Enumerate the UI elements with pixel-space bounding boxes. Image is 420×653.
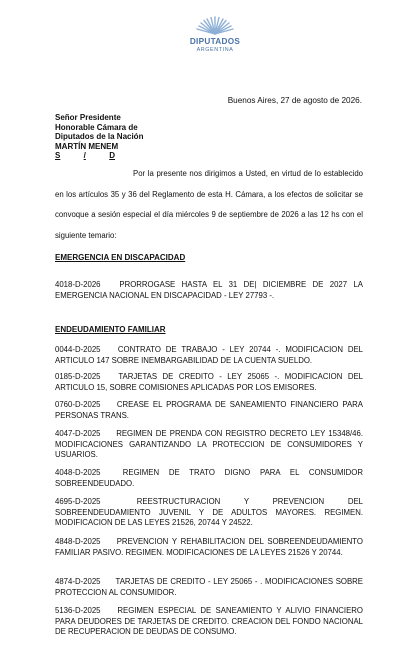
- bill-description: PREVENCION Y REHABILITACION DEL SOBREENDEUDAMIENTO FAMILIAR PASIVO. REGIMEN. MODIFICACIONES DE LA LEYES 21526 Y 20744.: [55, 537, 363, 557]
- sd-slash: /: [83, 151, 86, 161]
- bill-description: PRORROGASE HASTA EL 31 DE| DICIEMBRE DE 2027 LA EMERGENCIA NACIONAL EN DISCAPACIDAD - LEY 27793 -.: [55, 280, 363, 300]
- bill-code: 0760-D-2025: [55, 400, 101, 409]
- sd-s: S: [55, 151, 61, 161]
- sun-rays-icon: [192, 14, 238, 36]
- agenda-item: [55, 537, 363, 558]
- section-title: ENDEUDAMIENTO FAMILIAR: [55, 325, 166, 334]
- bill-description: REGIMEN ESPECIAL DE SANEAMIENTO Y ALIVIO FINANCIERO PARA DEUDORES DE TARJETAS DE CREDITO. CREACION DEL FONDO NACIONAL DE RECUPERACION DE DEUDAS DE CONSUMO.: [55, 606, 363, 637]
- agenda-item: [55, 606, 363, 638]
- bill-code: 4848-D-2025: [55, 537, 101, 546]
- bill-description: TARJETAS DE CREDITO - LEY 25065 -. MODIFICACION DEL ARTICULO 15, SOBRE COMISIONES APLICADAS POR LOS EMISORES.: [55, 372, 364, 392]
- agenda-item: [55, 400, 363, 421]
- recipient-name: MARTÍN MENEM: [55, 141, 119, 151]
- bill-code: 0185-D-2025: [55, 372, 101, 381]
- logo-subtitle: ARGENTINA: [196, 47, 234, 53]
- bill-code: 5136-D-2025: [55, 606, 101, 615]
- logo-title: DIPUTADOS: [189, 37, 241, 46]
- bill-description: REGIMEN DE TRATO DIGNO PARA EL CONSUMIDOR SOBREENDEUDADO.: [55, 468, 364, 488]
- agenda-item: [55, 345, 363, 366]
- recipient-line: Diputados de la Nación: [55, 132, 144, 142]
- bill-code: 4018-D-2026: [55, 280, 101, 289]
- bill-description: CONTRATO DE TRABAJO - LEY 20744 -. MODIFICACION DEL ARTICULO 147 SOBRE INEMBARGABILIDAD DE LA CUENTA SUELDO.: [55, 345, 364, 365]
- date-line: Buenos Aires, 27 de agosto de 2026.: [227, 96, 362, 105]
- sd-line: [55, 151, 115, 161]
- sd-d: D: [109, 151, 115, 161]
- agenda-item: [55, 468, 363, 489]
- agenda-item: [55, 280, 363, 301]
- agenda-item: [55, 577, 363, 598]
- agenda-item: [55, 497, 363, 529]
- intro-text: Por la presente nos dirigimos a Usted, en virtud de lo establecido en los artículos 35 y 36 del Reglamento de esta H. Cámara, a los efectos de solicitar se convoque a sesión especial el día miércoles 9 de septiembre de 2026 a las 12 hs con el siguiente temario:: [55, 169, 363, 240]
- bill-code: 4047-D-2025: [55, 429, 101, 438]
- recipient-line: Honorable Cámara de: [55, 122, 138, 132]
- bill-code: 4874-D-2025: [55, 577, 101, 586]
- bill-code: 4695-D-2025: [55, 497, 101, 506]
- bill-code: 4048-D-2025: [55, 468, 101, 477]
- bill-description: TARJETAS DE CREDITO - LEY 25065 - . MODIFICACIONES SOBRE PROTECCION AL CONSUMIDOR.: [55, 577, 363, 597]
- agenda-item: [55, 429, 363, 461]
- intro-paragraph: [55, 164, 363, 246]
- bill-description: REESTRUCTURACION Y PREVENCION DEL SOBREENDEUDAMIENTO JUVENIL Y DE ADULTOS MAYORES. REGIMEN. MODIFICACION DE LAS LEYES 21526, 20744 Y 24522.: [55, 497, 363, 528]
- bill-description: REGIMEN DE PRENDA CON REGISTRO DECRETO LEY 15348/46. MODIFICACIONES GARANTIZANDO LA PROTECCION DE CONSUMIDORES Y USUARIOS.: [55, 429, 363, 460]
- agenda-item: [55, 372, 363, 393]
- bill-description: CREASE EL PROGRAMA DE SANEAMIENTO FINANCIERO PARA PERSONAS TRANS.: [55, 400, 363, 420]
- section-title: EMERGENCIA EN DISCAPACIDAD: [55, 253, 186, 262]
- chamber-logo: [170, 14, 260, 53]
- recipient-line: Señor Presidente: [55, 113, 121, 122]
- bill-code: 0044-D-2025: [55, 345, 101, 354]
- recipient-block: [55, 113, 143, 161]
